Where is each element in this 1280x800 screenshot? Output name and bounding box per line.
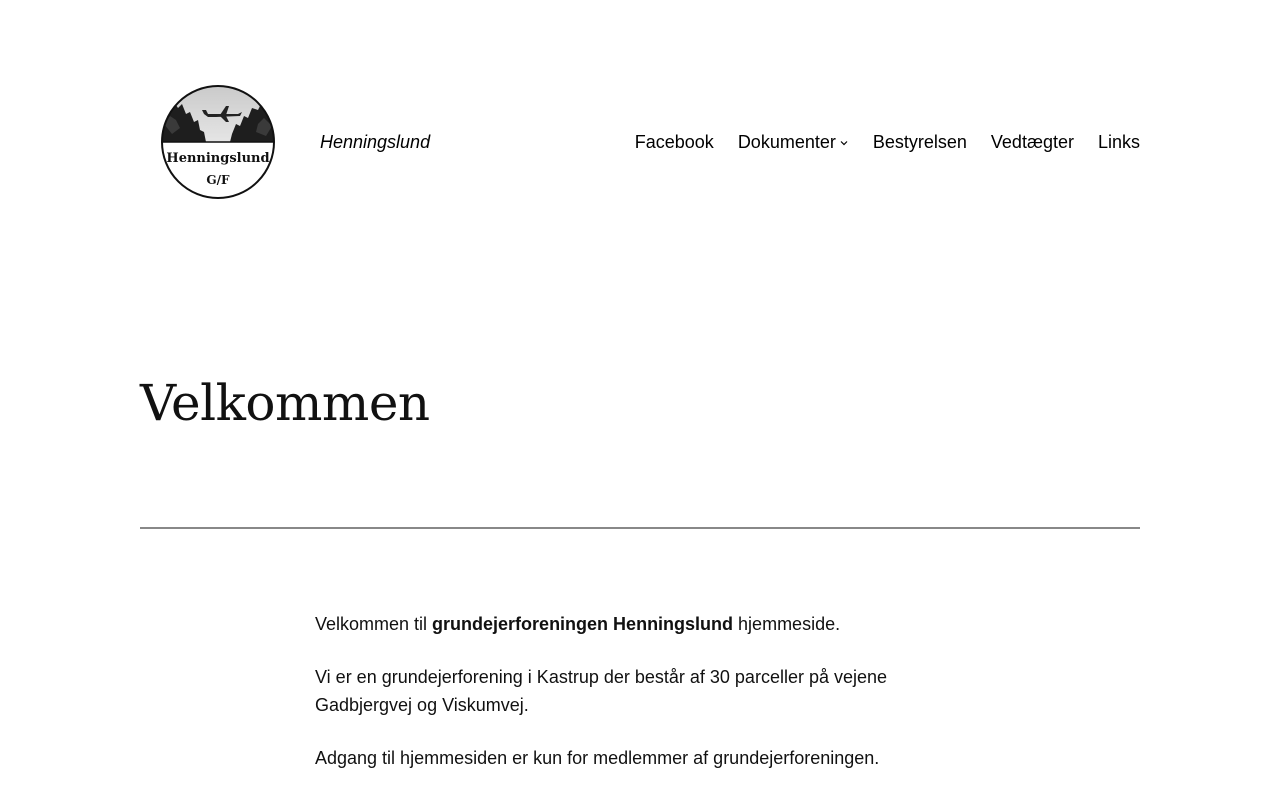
logo-text-suffix: G/F — [206, 173, 230, 187]
site-header — [140, 84, 1140, 200]
separator — [140, 527, 1140, 529]
access-paragraph: Adgang til hjemmesiden er kun for medlemmer af grundejerforeningen. — [315, 748, 880, 768]
logo-text-name: Henningslund — [166, 151, 270, 166]
page-title: Velkommen — [140, 374, 430, 432]
logo-emblem-icon — [160, 84, 276, 200]
welcome-text-bold: grundejerforeningen Henningslund — [432, 614, 734, 634]
site-logo[interactable] — [160, 84, 276, 200]
page-content — [315, 610, 915, 797]
main-navigation — [635, 131, 1140, 153]
nav-item-facebook[interactable] — [635, 131, 714, 153]
nav-item-label: Links — [1097, 132, 1140, 152]
chevron-down-icon[interactable] — [839, 138, 849, 148]
nav-item-links[interactable] — [1098, 131, 1140, 153]
nav-item-vedtaegter[interactable] — [991, 131, 1074, 153]
site-title[interactable]: Henningslund — [320, 132, 431, 152]
nav-item-label: Vedtægter — [990, 132, 1074, 152]
nav-item-bestyrelsen[interactable] — [873, 131, 967, 153]
nav-item-label: Bestyrelsen — [872, 132, 967, 152]
welcome-paragraph — [315, 610, 915, 638]
nav-item-label: Dokumenter — [737, 132, 836, 152]
welcome-text-start: Velkommen til — [315, 614, 433, 634]
nav-item-label: Facebook — [634, 132, 714, 152]
description-paragraph: Vi er en grundejerforening i Kastrup der består af 30 parceller på vejene Gadbjergvej og Viskumvej. — [315, 667, 888, 715]
welcome-text-end: hjemmeside. — [733, 614, 841, 634]
nav-item-dokumenter[interactable] — [738, 131, 849, 153]
